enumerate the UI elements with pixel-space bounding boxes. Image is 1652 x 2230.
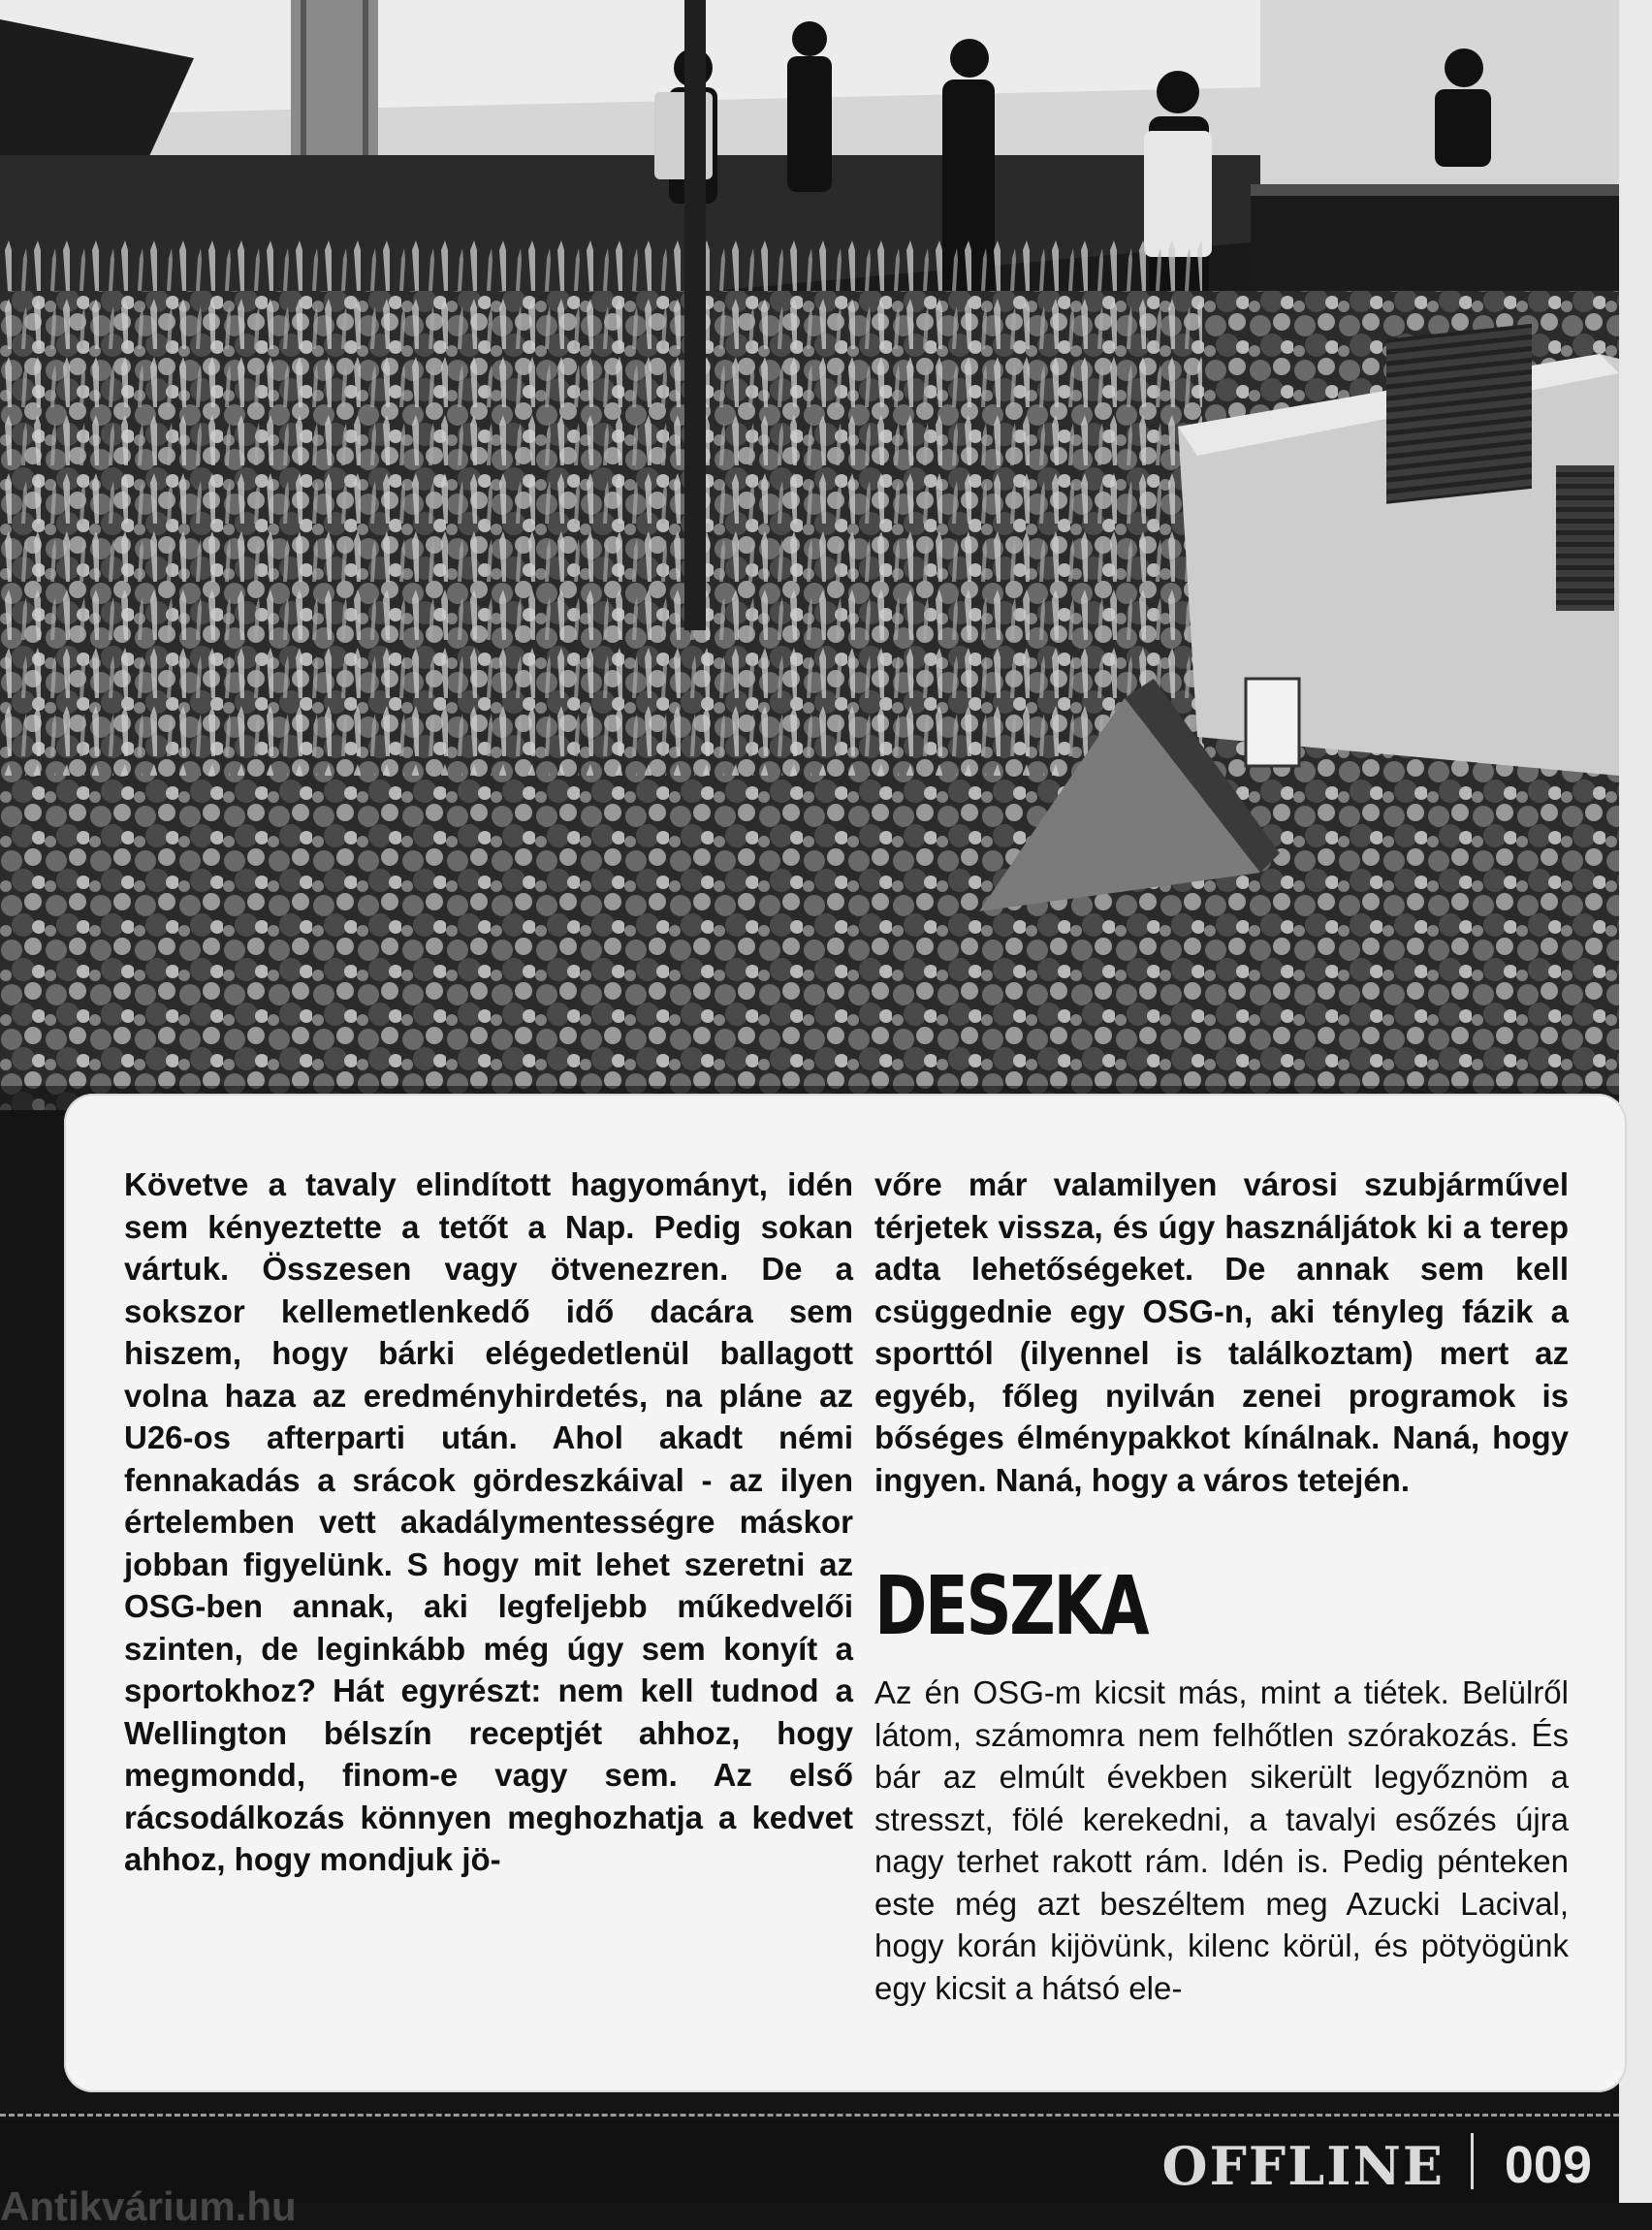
footer-divider — [1471, 2133, 1474, 2189]
article-card — [64, 1094, 1627, 2092]
article-continuation-paragraph: vőre már valamilyen városi szubjárművel térjetek vissza, és úgy használjátok ki a terep adta lehetőségeket. De annak sem kell csüggednie egy OSG-n, aki tényleg fázik a sporttól (ilyennel is találkoztam) mert az egyéb, főleg nyilván zenei programok is bőséges élménypakkot kínálnak. Naná, hogy ingyen. Naná, hogy a város tetején. — [874, 1166, 1569, 1498]
article-column-right — [874, 1163, 1569, 2009]
page-number: 009 — [1504, 2136, 1592, 2194]
section-paragraph: Az én OSG-m kicsit más, mint a tiétek. Belülről látom, számomra nem felhőtlen szórakozás. És bár az elmúlt években sikerült legyőznöm a stresszt, fölé kerekedni, a tavalyi esőzés újra nagy terhet rakott rám. Idén is. Pedig pénteken este még azt beszéltem meg Azucki Lacival, hogy korán kijövünk, kilenc körül, és pötyögünk egy kicsit a hátsó ele- — [874, 1674, 1569, 2006]
article-column-left — [124, 1163, 853, 1881]
magazine-brand: OFFLINE — [1161, 2135, 1445, 2197]
footer-dashed-rule — [0, 2114, 1619, 2117]
article-intro-paragraph: Követve a tavaly elindított hagyományt, idén sem kényeztette a tetőt a Nap. Pedig sokan vártuk. Összesen vagy ötvenezren. De a sokszor kellemetlenkedő idő dacára sem hiszem, hogy bárki elégedetlenül ballagott volna haza az eredményhirdetés, na pláne az U26-os afterparti után. Ahol akadt némi fennakadás a srácok gördeszkáival - az ilyen értelemben vett akadálymentességre máskor jobban figyelünk. S hogy mit lehet szeretni az OSG-ben annak, aki legfeljebb műkedvelői szinten, de leginkább még úgy sem konyít a sportokhoz? Hát egyrészt: nem kell tudnod a Wellington bélszín receptjét ahhoz, hogy megmondd, finom-e vagy sem. Az első rácsodálkozás könnyen meghozhatja a kedvet ahhoz, hogy mondjuk jö- — [124, 1166, 853, 1877]
section-heading: DESZKA — [874, 1558, 1148, 1653]
concert-photo — [0, 0, 1619, 1110]
watermark: Antikvárium.hu — [0, 2183, 297, 2229]
